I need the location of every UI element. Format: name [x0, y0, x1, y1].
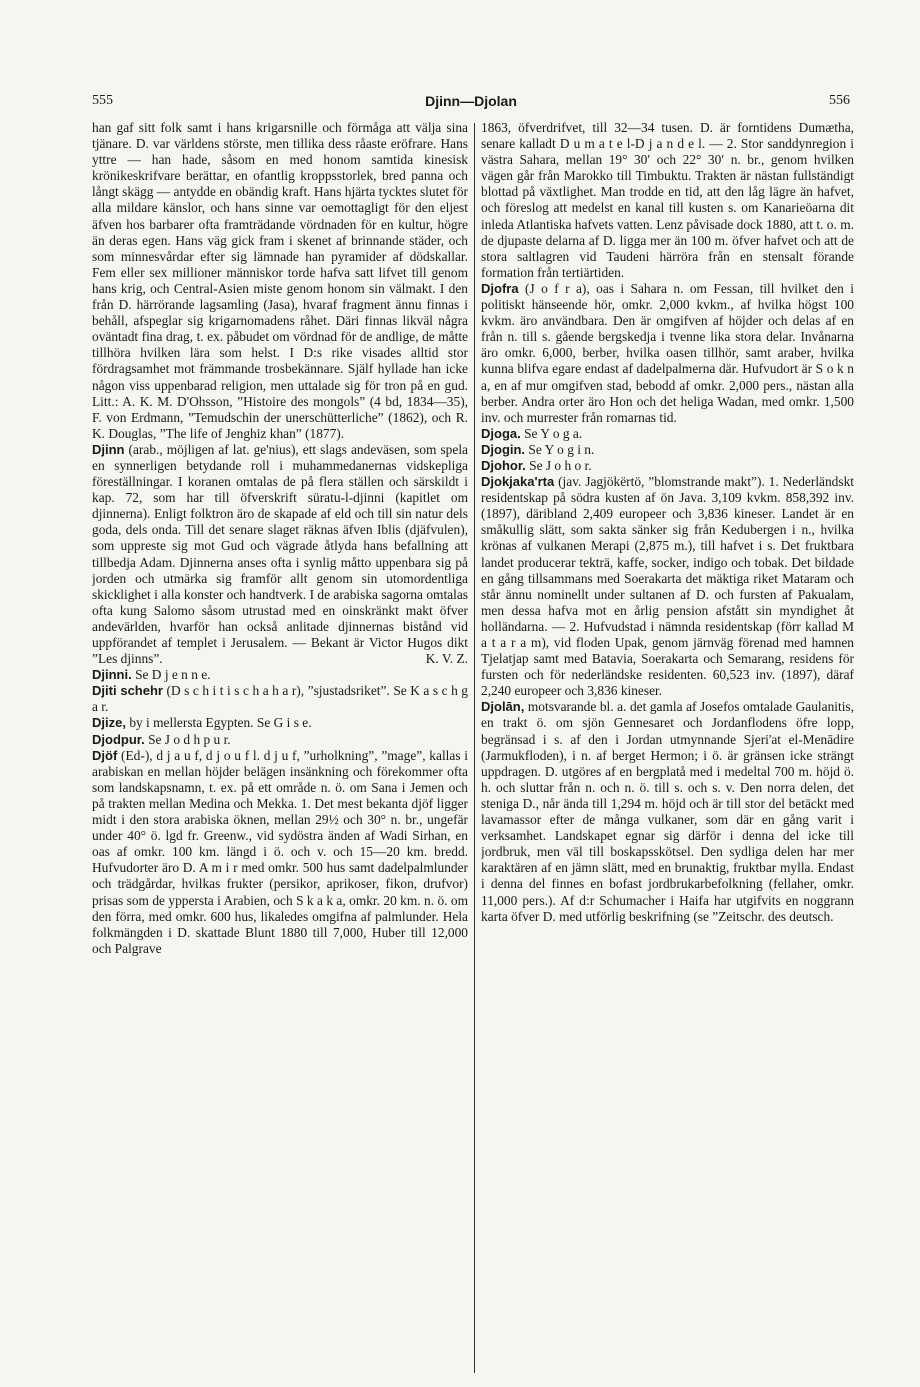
running-head: Djinn—Djolan — [425, 93, 517, 109]
entry-headword: Djinn — [92, 441, 125, 457]
page-number-left: 555 — [92, 93, 113, 108]
entry-paragraph — [92, 748, 468, 957]
entry-text: (D s c h i t i s c h a h a r), ”sjustadsriket”. Se K a s c h g a r. — [92, 683, 468, 715]
page-header — [92, 93, 850, 115]
author-signature: K. V. Z. — [425, 651, 468, 667]
page-number-right: 556 — [829, 93, 850, 108]
entry-headword: Djogin. — [481, 441, 526, 457]
column-divider — [474, 123, 475, 1373]
entry-paragraph — [481, 426, 854, 442]
entry-paragraph — [92, 732, 468, 748]
entry-text: (J o f r a), oas i Sahara n. om Fessan, till hvilket den i politiskt hänseende hör, omkr. 2,000 kvkm., af hvilka högst 100 kvkm. äro användbara. Den är omgifven af höjder och delas af en från n. till s. gående bergskedja i tvenne lika stora delar. Invånarna äro omkr. 6,000, berber, hvilka oasen tillhör, samt araber, hvilka kunna blifva egare endast af dadelpalmerna där. Hufvudort är S o k n a, en af mur omgifven stad, bebodd af omkr. 2,000 pers., nästan alla berber. Andra orter äro Hon och det heliga Wadan, med omkr. 1,500 inv. och murrester från romarnas tid. — [481, 280, 854, 425]
entry-headword: Djokjaka'rta — [481, 474, 555, 490]
entry-paragraph — [481, 442, 854, 458]
entry-text: Se J o h o r. — [525, 457, 592, 473]
entry-paragraph — [92, 715, 468, 731]
entry-headword: Djofra — [481, 280, 519, 296]
entry-paragraph — [481, 281, 854, 426]
entry-text: (Ed-), d j a u f, d j o u f l. d j u f, ”urholkning”, ”mage”, kallas i arabiskan en mellan höjder belägen insänkning och förekommer ofta som landskapsnamn, t. ex. på ett område n. ö. om Sana i Jemen och på trakten mellan Medina och Mekka. 1. Det mest bekanta djöf ligger midt i den stora arabiska öknen, mellan 29½ och 30° n. br., ungefär under 40° ö. lgd fr. Greenw., vid sydöstra änden af Wadi Sirhan, en oas af omkr. 100 km. längd i ö. och v. och 15—20 km. bredd. Hufvudorter äro D. A m i r med omkr. 500 hus samt dadelpalmlunder och trädgårdar, hvilkas frukter (persikor, aprikoser, fikon, drufvor) prisas som de yppersta i Arabien, och S k a k a, omkr. 20 km. n. ö. om den förra, med omkr. 600 hus, likaledes omgifna af palmlunder. Hela folkmängden i D. skattade Blunt 1880 till 7,000, Huber till 12,000 och Palgrave — [92, 747, 468, 956]
entry-headword: Djinni. — [92, 667, 132, 683]
entry-headword: Djize, — [92, 715, 126, 731]
entry-paragraph — [92, 683, 468, 715]
entry-text: 1863, öfverdrifvet, till 32—34 tusen. D. är forntidens Dumætha, senare kalladt D u m a t e l-D j a n d e l. — 2. Stor sanddynregion i västra Sahara, mellan 19° 30′ och 22° 30′ n. br., genom hvilken vägen går från Marokko till Timbuktu. Trakten är nästan fullständigt blottad på växtlighet. Man trodde en tid, att den låg lägre än hafvet, och föreslog att medelst en kanal till kusten s. om Kanarieöarna dit inleda Atlantiska hafvets vatten. Lenz påvisade dock 1880, att t. o. m. de djupaste delarna af D. ligga mer än 100 m. öfver hafvet och att de stora saltlagren vid Taudeni härröra från en stensalt förande formation från tertiärtiden. — [481, 120, 854, 280]
entry-text: Se J o d h p u r. — [144, 731, 231, 747]
entry-headword: Djohor. — [481, 457, 526, 473]
entry-headword: Djöf — [92, 747, 118, 763]
entry-text: (jav. Jagjökërtö, ”blomstrande makt”). 1. Nederländskt residentskap på södra kusten af ön Java. 3,109 kvkm. 858,392 inv. (1897), däribland 2,409 europeer och 3,836 kineser. Landet är en småkullig slätt, som sakta sänker sig från Kedubergen i n., hvilka krönas af vulkanen Merapi (2,875 m.), till hafvet i s. Det fruktbara landet producerar tekträ, kaffe, socker, indigo och tobak. Det bildade en gång tillsammans med Soerakarta det mäktiga riket Mataram och står ännu nominellt under sultanen af D. och fursten af Pakualam, men dessa hafva mot en årlig pension afstått sin myndighet åt holländarna. — 2. Hufvudstad i nämnda residentskap (förr kallad M a t a r a m), vid floden Upak, genom järnväg förenad med hamnen Tjelatjap samt med Batavia, Soerakarta och Semarang, residens för fursten och för nederländske residenten. 60,523 inv. (1897), däraf 2,240 europeer och 3,836 kineser. — [481, 474, 854, 699]
entry-paragraph — [481, 120, 854, 281]
entry-text: han gaf sitt folk samt i hans krigarsnille och förmåga att välja sina tjänare. D. var världens störste, men tillika dess råaste eröfrare. Hans yttre — han hade, såsom en med honom samtida kinesisk krönikeskrifvare berättar, en ofantlig kroppsstorlek, bred panna och långt skägg — antydde en obändig kraft. Hans hjärta tycktes slutet för alla mildare känslor, och hans sinne var oemottagligt för den eljest äfven hos barbarer ofta framträdande vördnaden för en kultur, högre än deras egen. Hans väg gick fram i skenet af brinnande städer, och som minnesvårdar efter sig lämnade han pyramider af dödskallar. Fem eller sex millioner människor torde hafva satt lifvet till genom hans krig, och Central-Asien miste genom honom sin välmakt. I den från D. härrörande lagsamling (Jasa), hvaraf fragment ännu finnas i behåll, afspeglar sig krigarnomadens råhet. Däri finnas likväl några oväntadt fina drag, t. ex. påbudet om vördnad för de andlige, de måtte tillhöra hvilken lära som helst. I D:s rike visades alltid stor fördragsamhet mot främmande trosbekännare. Själf hyllade han icke någon viss uppenbarad religion, men uttalade sig för tron på en gud. Litt.: A. K. M. D'Ohsson, ”Histoire des mongols” (4 bd, 1834—35), F. von Erdmann, ”Temudschin der unerschütterliche” (1862), och R. K. Douglas, ”The life of Jenghiz khan” (1877). — [92, 120, 468, 441]
entry-headword: Djiti schehr — [92, 683, 163, 699]
entry-paragraph — [92, 442, 468, 667]
entry-text: Se D j e n n e. — [131, 667, 211, 683]
entry-headword: Djolān, — [481, 699, 525, 715]
entry-text: (arab., möjligen af lat. ge'nius), ett slags andeväsen, som spela en synnerligen betydande roll i muhammedanernas vidskepliga föreställningar. I koranen omtalas de på flera ställen och särskildt i kap. 72, som har till öfverskrift süratu-l-djinni (kapitlet om djinnerna). Enligt folktron äro de skapade af eld och till sin natur dels goda, dels onda. Till det senare slaget räknas äfven Iblis (djäfvulen), som uppreste sig mot Gud och vägrade åtlyda hans befallning att tillbedja Adam. Djinnerna anses ofta i synlig måtto uppenbara sig på jorden och utmärka sig framför allt genom sin utomordentliga skicklighet i alla konster och handtverk. I de arabiska sagorna omtalas ofta kung Salomo såsom utrustad med en oinskränkt makt öfver andevärlden, hvarför han också anlitade djinnernas bistånd vid uppförandet af templet i Jerusalem. — Bekant är Victor Hugos dikt ”Les djinns”. — [92, 441, 468, 667]
right-column — [481, 120, 854, 1380]
entry-headword: Djodpur. — [92, 731, 145, 747]
entry-paragraph — [481, 474, 854, 699]
entry-paragraph — [481, 699, 854, 924]
entry-paragraph — [481, 458, 854, 474]
entry-text: motsvarande bl. a. det gamla af Josefos omtalade Gaulanitis, en trakt ö. om sjön Gennesaret och Jordanflodens öfre lopp, begränsad i s. af den i Jordan utmynnande Sjeri'at el-Menādire (Jarmukfloden), i n. af berget Hermon; i ö. är gränsen icke strängt uppdragen. D. utgöres af en bergplatå med i medeltal 700 m. höjd ö. h. och sluttar från n. och n. ö. till s. och s. v. Den norra delen, det steniga D., når ända till 1,294 m. höjd och är till stor del betäckt med lavamassor efter de många vulkaner, som där en gång varit i verksamhet. Landskapet egnar sig därför i denna del icke till jordbruk, men väl till boskapsskötsel. Den sydliga delen har mer karaktären af en jämn slätt, med en brunaktig, fruktbar mylla. Endast i denna del finnes en bofast jordbrukarbefolkning (fellaher, omkr. 11,000 pers.). Af d:r Schumacher i Haifa har utgifvits en noggrann karta öfver D. med utförlig beskrifning (se ”Zeitschr. des deutsch. — [481, 699, 854, 924]
entry-paragraph — [92, 120, 468, 442]
left-column — [92, 120, 468, 1380]
entry-headword: Djoga. — [481, 425, 521, 441]
entry-text: Se Y o g i n. — [525, 441, 595, 457]
entry-text: Se Y o g a. — [520, 425, 583, 441]
entry-paragraph — [92, 667, 468, 683]
entry-text: by i mellersta Egypten. Se G i s e. — [125, 715, 312, 731]
